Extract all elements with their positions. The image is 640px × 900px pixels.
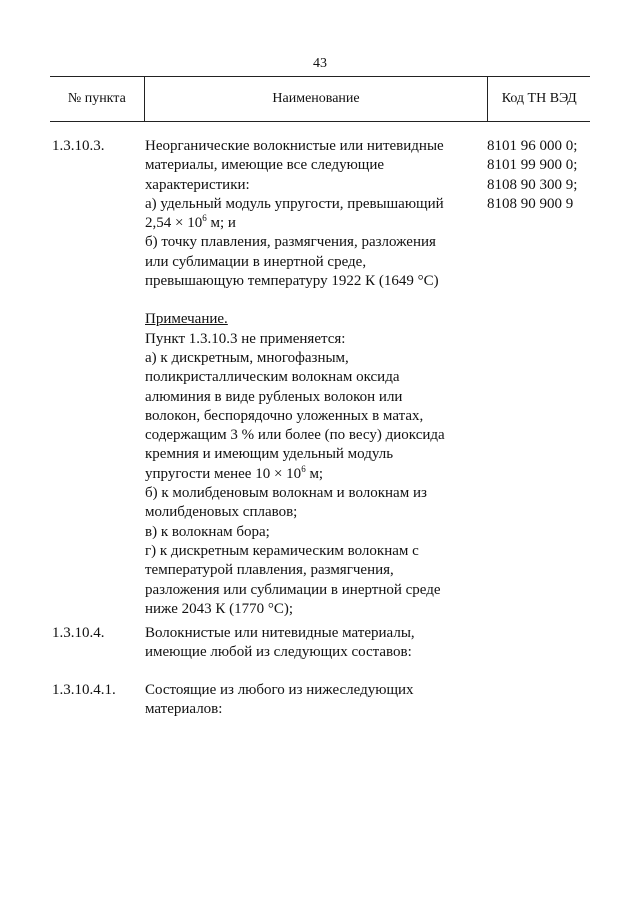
header-name: Наименование	[144, 77, 489, 121]
text-line: Волокнистые или нитевидные материалы,	[145, 625, 415, 641]
text-line: или сублимации в инертной среде,	[145, 253, 367, 270]
text-fragment: 2,54 × 10	[145, 215, 203, 232]
text-line: в) к волокнам бора;	[145, 523, 270, 540]
text-line	[145, 465, 480, 484]
text-line: разложения или сублимации в инертной среде	[145, 581, 441, 598]
text-fragment: м;	[305, 465, 324, 482]
text-fragment: м; и	[206, 215, 236, 232]
text-line: Пункт 1.3.10.3 не применяется:	[145, 330, 346, 347]
hs-code: 8101 96 000 0;	[487, 138, 578, 154]
text-line: а) удельный модуль упругости, превышающий	[145, 195, 444, 212]
entry-description	[145, 624, 480, 663]
entry-codes	[487, 137, 597, 214]
text-line: поликристаллическим волокнам оксида	[145, 369, 400, 386]
text-line: алюминия в виде рубленых волокон или	[145, 388, 403, 405]
entry-description	[145, 681, 480, 720]
text-line: Состоящие из любого из нижеследующих	[145, 682, 414, 698]
superscript: 6	[202, 213, 207, 224]
text-line: материалов:	[145, 701, 223, 718]
header-code: Код ТН ВЭД	[501, 91, 577, 106]
table-header	[50, 76, 590, 122]
entry-number: 1.3.10.4.	[52, 625, 105, 641]
text-line: б) точку плавления, размягчения, разложения	[145, 234, 436, 251]
text-line: б) к молибденовым волокнам и волокнам из	[145, 485, 427, 502]
header-item-number: № пункта	[67, 91, 126, 106]
text-fragment: упругости менее 10 × 10	[145, 465, 302, 482]
text-line	[145, 214, 480, 233]
text-line: характеристики:	[145, 176, 250, 193]
text-line: имеющие любой из следующих составов:	[145, 644, 412, 661]
entry-number: 1.3.10.4.1.	[52, 682, 116, 698]
text-line: превышающую температуру 1922 К (1649 °С)	[145, 273, 439, 290]
text-line: материалы, имеющие все следующие	[145, 157, 385, 174]
text-line: ниже 2043 К (1770 °С);	[145, 600, 294, 617]
note-block	[145, 310, 480, 619]
text-line: волокон, беспорядочно уложенных в матах,	[145, 407, 424, 424]
text-line: г) к дискретным керамическим волокнам с	[145, 542, 419, 559]
hs-code: 8101 99 900 0;	[487, 157, 578, 174]
hs-code: 8108 90 900 9	[487, 195, 574, 212]
text-line: кремния и имеющим удельный модуль	[145, 446, 394, 463]
page-number: 43	[313, 56, 327, 71]
text-line: молибденовых сплавов;	[145, 504, 298, 521]
entry-description	[145, 137, 480, 619]
superscript: 6	[301, 463, 306, 474]
text-line: содержащим 3 % или более (по весу) диоксида	[145, 427, 445, 444]
note-title: Примечание.	[145, 311, 228, 328]
text-line: Неорганические волокнистые или нитевидные	[145, 138, 444, 154]
text-line: температурой плавления, размягчения,	[145, 562, 394, 579]
entry-number: 1.3.10.3.	[52, 138, 105, 154]
text-line: а) к дискретным, многофазным,	[145, 349, 349, 366]
hs-code: 8108 90 300 9;	[487, 176, 578, 193]
